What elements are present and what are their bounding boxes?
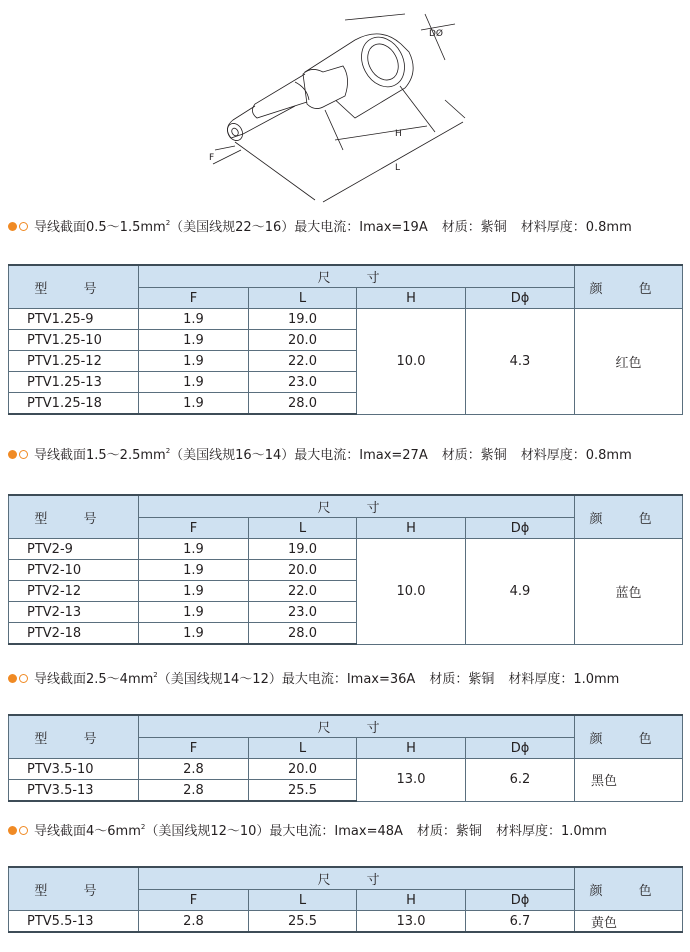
h-label: H: [395, 129, 402, 139]
table-row: PTV2-13 1.9 23.0: [9, 602, 683, 623]
spec-line-3: 导线截面$2.5\sim 4mm^2$（美国线规14～12）最大电流：Imax=36A 材质：紫铜 材料厚度：1.0mm: [8, 664, 619, 686]
header-f: F: [139, 890, 249, 911]
header-h: H: [357, 890, 466, 911]
header-dimensions: 尺 寸: [139, 867, 575, 890]
header-d: Dϕ: [466, 890, 575, 911]
header-l: L: [249, 738, 357, 759]
table-row: PTV1.25-13 1.9 23.0: [9, 372, 683, 393]
h-value: 13.0: [357, 759, 466, 802]
spec-table-3: [8, 714, 683, 802]
header-h: H: [357, 518, 466, 539]
header-h: H: [357, 738, 466, 759]
table-row: PTV2-12 1.9 22.0: [9, 581, 683, 602]
header-model: 型 号: [9, 265, 139, 309]
spec-line-1: 导线截面$0.5\sim 1.5mm^2$（美国线规22～16）最大电流：Imax=19A 材质：紫铜 材料厚度：0.8mm: [8, 212, 632, 234]
header-l: L: [249, 288, 357, 309]
h-value: 10.0: [357, 539, 466, 645]
bullet-ring-icon: [19, 222, 28, 231]
header-dimensions: 尺 寸: [139, 495, 575, 518]
spec-line-2: 导线截面$1.5\sim 2.5mm^2$（美国线规16～14）最大电流：Imax=27A 材质：紫铜 材料厚度：0.8mm: [8, 440, 632, 462]
diameter-label: DØ: [429, 29, 444, 39]
d-value: 6.2: [466, 759, 575, 802]
d-value: 4.9: [466, 539, 575, 645]
header-color: 颜 色: [575, 265, 683, 309]
bullet-ring-icon: [19, 450, 28, 459]
header-dimensions: 尺 寸: [139, 715, 575, 738]
table-row: PTV1.25-10 1.9 20.0: [9, 330, 683, 351]
header-color: 颜 色: [575, 715, 683, 759]
color-value: 黄色: [575, 911, 683, 933]
header-d: Dϕ: [466, 288, 575, 309]
f-label: F: [209, 153, 215, 163]
table-row: PTV1.25-18 1.9 28.0: [9, 393, 683, 415]
h-value: 13.0: [357, 911, 466, 933]
header-l: L: [249, 890, 357, 911]
color-value: 蓝色: [575, 539, 683, 645]
terminal-diagram: [195, 0, 475, 205]
header-d: Dϕ: [466, 738, 575, 759]
bullet-filled-icon: [8, 826, 17, 835]
d-value: 6.7: [466, 911, 575, 933]
bullet-ring-icon: [19, 826, 28, 835]
spec-line-4: 导线截面$4\sim 6mm^2$（美国线规12～10）最大电流：Imax=48A 材质：紫铜 材料厚度：1.0mm: [8, 816, 607, 838]
spec-table-2: [8, 494, 683, 645]
header-f: F: [139, 518, 249, 539]
bullet-filled-icon: [8, 450, 17, 459]
bullet-filled-icon: [8, 222, 17, 231]
header-l: L: [249, 518, 357, 539]
header-model: 型 号: [9, 495, 139, 539]
table-row: PTV3.5-10 2.8 20.0 13.0 6.2 黑色: [9, 759, 683, 780]
table-row: PTV3.5-13 2.8 25.5: [9, 780, 683, 802]
bullet-ring-icon: [19, 674, 28, 683]
table-row: PTV5.5-13 2.8 25.5 13.0 6.7 黄色: [9, 911, 683, 933]
h-value: 10.0: [357, 309, 466, 415]
spec-table-4: [8, 866, 683, 933]
header-f: F: [139, 738, 249, 759]
table-row: PTV2-18 1.9 28.0: [9, 623, 683, 645]
header-h: H: [357, 288, 466, 309]
table-row: PTV2-10 1.9 20.0: [9, 560, 683, 581]
d-value: 4.3: [466, 309, 575, 415]
header-model: 型 号: [9, 867, 139, 911]
table-row: PTV1.25-12 1.9 22.0: [9, 351, 683, 372]
color-value: 黑色: [575, 759, 683, 802]
header-f: F: [139, 288, 249, 309]
header-color: 颜 色: [575, 495, 683, 539]
color-value: 红色: [575, 309, 683, 415]
table-row: PTV1.25-9 1.9 19.0 10.0 4.3 红色: [9, 309, 683, 330]
header-model: 型 号: [9, 715, 139, 759]
bullet-filled-icon: [8, 674, 17, 683]
header-color: 颜 色: [575, 867, 683, 911]
spec-table-1: [8, 264, 683, 415]
l-label: L: [395, 163, 401, 173]
header-d: Dϕ: [466, 518, 575, 539]
table-row: PTV2-9 1.9 19.0 10.0 4.9 蓝色: [9, 539, 683, 560]
header-dimensions: 尺 寸: [139, 265, 575, 288]
